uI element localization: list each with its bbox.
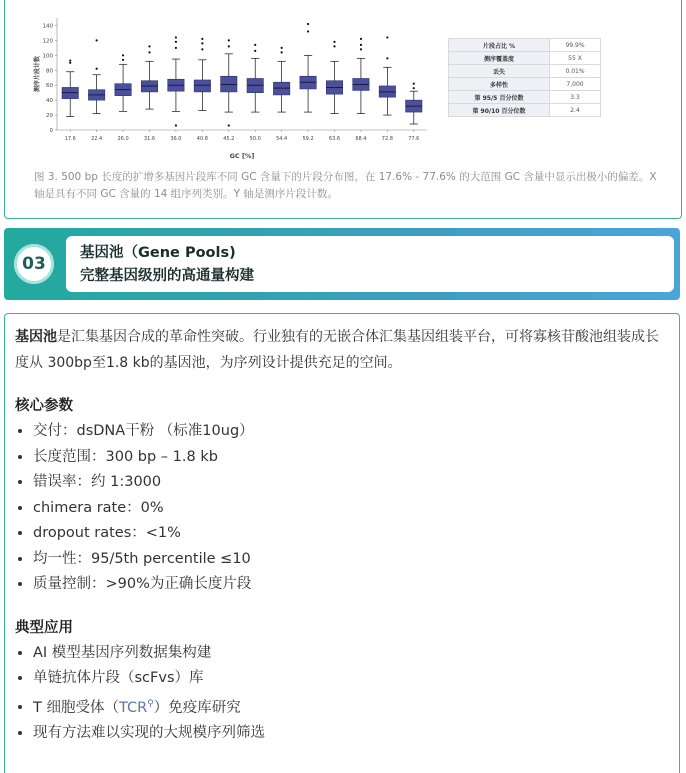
params-list bbox=[15, 419, 669, 598]
x-tick-label: 40.8 bbox=[196, 136, 208, 142]
outlier-point bbox=[175, 47, 177, 49]
y-tick-label: 40 bbox=[46, 98, 53, 105]
stats-row bbox=[449, 104, 601, 117]
y-tick-label: 80 bbox=[46, 68, 53, 75]
x-tick-label: 17.6 bbox=[64, 136, 76, 142]
stats-value: 55 X bbox=[550, 52, 601, 65]
section-subtitle: 完整基因级别的高通量构建 bbox=[80, 268, 254, 284]
stats-value: 99.9% bbox=[550, 39, 601, 52]
outlier-point bbox=[122, 59, 124, 61]
x-tick-label: 54.4 bbox=[276, 136, 288, 142]
outlier-point bbox=[360, 48, 362, 50]
section-banner bbox=[4, 228, 680, 300]
y-tick-label: 20 bbox=[46, 113, 53, 120]
y-tick-label: 0 bbox=[49, 128, 53, 134]
y-tick-label: 140 bbox=[42, 23, 53, 30]
search-icon[interactable]: ⚲ bbox=[147, 698, 154, 709]
tcr-link[interactable]: TCR bbox=[118, 699, 148, 716]
stats-key: 第 95/5 百分位数 bbox=[449, 91, 550, 104]
figure-caption: 图 3. 500 bp 长度的扩增多基因片段库不同 GC 含量下的片段分布图，在 17.6% - 77.6% 的大范围 GC 含量中显示出极小的偏差。X 轴是具有不同 GC 含量的 14 组序列类别。Y 轴是测序片段计数。 bbox=[34, 171, 657, 200]
param-item: • chimera rate：0% bbox=[33, 496, 669, 522]
param-item: • 交付：dsDNA干粉 （标准10ug） bbox=[33, 419, 669, 445]
outlier-point bbox=[201, 48, 203, 50]
app-item-prefix: T 细胞受体（ bbox=[33, 699, 119, 716]
outlier-point bbox=[254, 44, 256, 46]
stats-key: 第 90/10 百分位数 bbox=[449, 104, 550, 117]
outlier-point bbox=[201, 42, 203, 44]
outlier-point bbox=[148, 45, 150, 47]
outlier-point bbox=[307, 30, 309, 32]
x-tick-label: 26.0 bbox=[117, 136, 129, 142]
outlier-point bbox=[360, 44, 362, 46]
box-iqr bbox=[194, 80, 210, 92]
outlier-point bbox=[175, 41, 177, 43]
section-number-badge: 03 bbox=[14, 244, 54, 284]
outlier-point bbox=[228, 39, 230, 41]
x-tick-label: 59.2 bbox=[302, 136, 314, 142]
outlier-point bbox=[201, 38, 203, 40]
outlier-point bbox=[122, 54, 124, 56]
stats-row bbox=[449, 65, 601, 78]
intro-text: 是汇集基因合成的革命性突破。行业独有的无嵌合体汇集基因组装平台，可将寡核苷酸池组装成长度从 300bp至1.8 kb的基因池，为序列设计提供充足的空间。 bbox=[15, 329, 659, 371]
stats-key: 多样性 bbox=[449, 78, 550, 91]
param-item: • 长度范围：300 bp – 1.8 kb bbox=[33, 445, 669, 471]
x-tick-label: 50.0 bbox=[249, 136, 261, 142]
app-item bbox=[33, 692, 669, 721]
param-item: • 均一性：95/5th percentile ≤10 bbox=[33, 547, 669, 573]
stats-row bbox=[449, 91, 601, 104]
y-axis-label: 测序片段计数 bbox=[34, 55, 41, 93]
x-tick-label: 63.6 bbox=[328, 136, 341, 142]
content-card bbox=[4, 313, 680, 773]
outlier-point bbox=[281, 51, 283, 53]
outlier-point bbox=[175, 124, 177, 126]
x-tick-label: 77.6 bbox=[408, 136, 420, 142]
outlier-point bbox=[413, 83, 415, 85]
app-item-suffix: ）免疫库研究 bbox=[153, 699, 241, 716]
intro-paragraph bbox=[15, 324, 669, 376]
stats-value: 0.01% bbox=[550, 65, 601, 78]
figure-card bbox=[4, 0, 682, 219]
outlier-point bbox=[360, 38, 362, 40]
stats-table bbox=[448, 38, 601, 117]
stats-value: 7,000 bbox=[550, 78, 601, 91]
outlier-point bbox=[148, 51, 150, 53]
outlier-point bbox=[228, 45, 230, 47]
stats-key: 测序覆盖度 bbox=[449, 52, 550, 65]
outlier-point bbox=[281, 47, 283, 49]
y-tick-label: 100 bbox=[42, 53, 53, 60]
x-tick-label: 31.6 bbox=[143, 136, 156, 142]
outlier-point bbox=[386, 57, 388, 59]
outlier-point bbox=[333, 45, 335, 47]
outlier-point bbox=[413, 87, 415, 89]
outlier-point bbox=[228, 124, 230, 126]
outlier-point bbox=[96, 68, 98, 70]
outlier-point bbox=[96, 39, 98, 41]
app-item: • AI 模型基因序列数据集构建 bbox=[33, 641, 669, 667]
outlier-point bbox=[254, 50, 256, 52]
apps-heading: 典型应用 bbox=[15, 619, 73, 636]
stats-value: 2.4 bbox=[550, 104, 601, 117]
outlier-point bbox=[69, 62, 71, 64]
outlier-point bbox=[307, 23, 309, 25]
x-tick-label: 22.4 bbox=[91, 136, 103, 142]
stats-key: 丢失 bbox=[449, 65, 550, 78]
x-tick-label: 45.2 bbox=[223, 136, 235, 142]
stats-row bbox=[449, 78, 601, 91]
stats-value: 3.3 bbox=[550, 91, 601, 104]
app-item: • 单链抗体片段（scFvs）库 bbox=[33, 666, 669, 692]
outlier-point bbox=[333, 41, 335, 43]
outlier-point bbox=[386, 36, 388, 38]
param-item: • 错误率：约 1:3000 bbox=[33, 470, 669, 496]
x-axis-label: GC [%] bbox=[229, 152, 255, 160]
outlier-point bbox=[175, 36, 177, 38]
x-tick-label: 36.0 bbox=[170, 136, 182, 142]
params-heading: 核心参数 bbox=[15, 398, 73, 414]
stats-row bbox=[449, 39, 601, 52]
x-tick-label: 68.4 bbox=[355, 136, 367, 142]
outlier-point bbox=[69, 59, 71, 61]
y-tick-label: 60 bbox=[46, 83, 53, 90]
intro-bold-term: 基因池 bbox=[15, 329, 57, 345]
y-tick-label: 120 bbox=[42, 38, 53, 45]
stats-row bbox=[449, 52, 601, 65]
apps-list bbox=[15, 641, 669, 747]
gc-boxplot bbox=[15, 8, 435, 164]
param-item: • 质量控制：>90%为正确长度片段 bbox=[33, 572, 669, 598]
x-tick-label: 72.8 bbox=[381, 136, 393, 142]
section-title-box bbox=[66, 236, 674, 292]
stats-key: 片段占比 % bbox=[449, 39, 550, 52]
section-title: 基因池（Gene Pools) bbox=[80, 245, 236, 261]
app-item: • 现有方法难以实现的大规模序列筛选 bbox=[33, 721, 669, 747]
param-item: • dropout rates：<1% bbox=[33, 521, 669, 547]
